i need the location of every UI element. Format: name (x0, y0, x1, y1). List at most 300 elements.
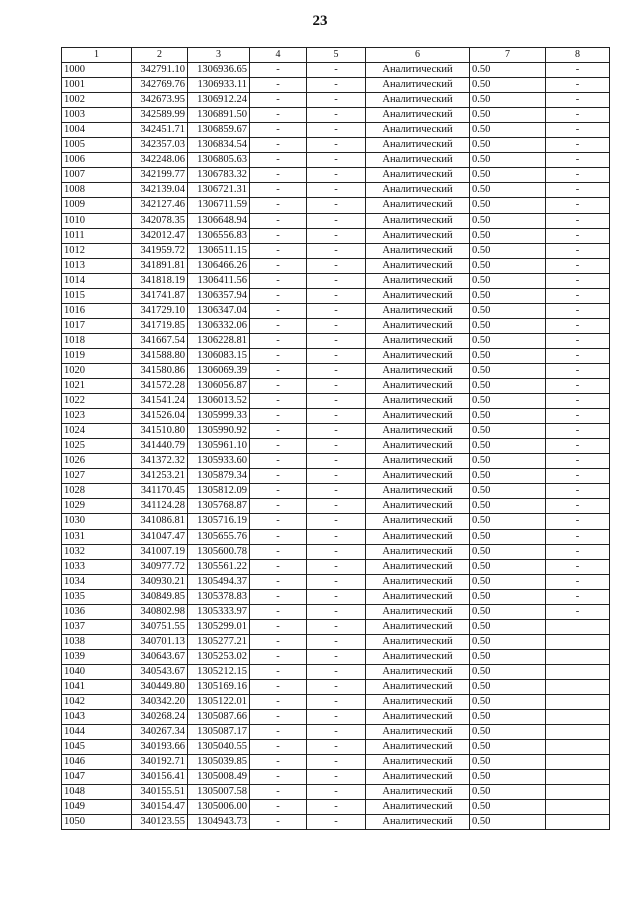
table-cell: 0.50 (470, 529, 546, 544)
table-cell: 1007 (62, 168, 132, 183)
table-cell: - (250, 213, 307, 228)
table-cell: - (307, 288, 366, 303)
table-cell: - (250, 424, 307, 439)
table-cell: 0.50 (470, 589, 546, 604)
table-cell: - (250, 574, 307, 589)
table-cell: - (307, 755, 366, 770)
table-cell: - (250, 379, 307, 394)
table-cell: 1305122.01 (188, 695, 250, 710)
table-cell: Аналитический (366, 228, 470, 243)
table-cell: 1017 (62, 318, 132, 333)
table-cell: Аналитический (366, 318, 470, 333)
table-body (62, 63, 610, 830)
table-row (62, 318, 610, 333)
table-cell: 340268.24 (132, 710, 188, 725)
table-row (62, 363, 610, 378)
table-cell: - (307, 228, 366, 243)
table-cell: - (250, 725, 307, 740)
table-cell: 1049 (62, 800, 132, 815)
table-cell: 0.50 (470, 649, 546, 664)
table-cell: 1305961.10 (188, 439, 250, 454)
table-cell: - (307, 559, 366, 574)
table-cell: - (546, 454, 610, 469)
table-cell: 342791.10 (132, 63, 188, 78)
table-cell: 1306891.50 (188, 108, 250, 123)
table-cell (546, 649, 610, 664)
table-cell: - (307, 198, 366, 213)
table-cell: 1008 (62, 183, 132, 198)
table-cell: - (307, 604, 366, 619)
table-cell: 0.50 (470, 770, 546, 785)
table-cell: 0.50 (470, 454, 546, 469)
table-cell (546, 664, 610, 679)
table-cell: - (250, 409, 307, 424)
table-cell: 1305879.34 (188, 469, 250, 484)
table-cell: 342078.35 (132, 213, 188, 228)
table-cell: 340701.13 (132, 634, 188, 649)
table-cell: - (250, 619, 307, 634)
table-row (62, 348, 610, 363)
table-cell: 341818.19 (132, 273, 188, 288)
table-cell: 0.50 (470, 303, 546, 318)
column-header-6: 6 (366, 48, 470, 63)
table-cell: 342451.71 (132, 123, 188, 138)
table-cell: Аналитический (366, 619, 470, 634)
table-cell: - (250, 664, 307, 679)
table-row (62, 619, 610, 634)
table-cell: 1305494.37 (188, 574, 250, 589)
table-row (62, 183, 610, 198)
table-cell: 1305933.60 (188, 454, 250, 469)
table-cell: Аналитический (366, 755, 470, 770)
table-cell: - (307, 589, 366, 604)
table-cell: 1031 (62, 529, 132, 544)
table-cell (546, 695, 610, 710)
table-cell: - (250, 258, 307, 273)
table-cell: - (307, 454, 366, 469)
table-cell: 1306912.24 (188, 93, 250, 108)
table-cell: 1306013.52 (188, 394, 250, 409)
table-cell: 1009 (62, 198, 132, 213)
table-row (62, 409, 610, 424)
table-cell: 341526.04 (132, 409, 188, 424)
table-cell: 1010 (62, 213, 132, 228)
table-cell: 1305600.78 (188, 544, 250, 559)
table-cell: Аналитический (366, 108, 470, 123)
table-cell: - (307, 634, 366, 649)
table-cell (546, 679, 610, 694)
table-cell: 342199.77 (132, 168, 188, 183)
table-cell: 0.50 (470, 183, 546, 198)
table-cell: 0.50 (470, 288, 546, 303)
table-cell: 1043 (62, 710, 132, 725)
table-cell: 1305007.58 (188, 785, 250, 800)
table-cell: 342769.76 (132, 78, 188, 93)
table-cell: 0.50 (470, 213, 546, 228)
table-cell: Аналитический (366, 288, 470, 303)
table-cell: - (307, 679, 366, 694)
table-cell: - (250, 318, 307, 333)
table-cell: 0.50 (470, 123, 546, 138)
table-row (62, 770, 610, 785)
table-cell: 0.50 (470, 63, 546, 78)
table-cell: Аналитический (366, 740, 470, 755)
table-cell: 0.50 (470, 679, 546, 694)
table-cell: - (250, 273, 307, 288)
table-cell: - (250, 303, 307, 318)
table-cell: - (546, 78, 610, 93)
table-cell: - (546, 303, 610, 318)
table-cell: - (307, 183, 366, 198)
table-row (62, 499, 610, 514)
table-cell: 0.50 (470, 710, 546, 725)
table-cell: - (250, 800, 307, 815)
table-cell: Аналитический (366, 243, 470, 258)
column-header-4: 4 (250, 48, 307, 63)
table-cell: - (307, 318, 366, 333)
table-cell: - (307, 303, 366, 318)
table-cell: - (307, 348, 366, 363)
table-cell: 1002 (62, 93, 132, 108)
table-row (62, 454, 610, 469)
table-cell: Аналитический (366, 198, 470, 213)
table-cell: - (250, 484, 307, 499)
table-cell: - (546, 108, 610, 123)
table-cell: 1046 (62, 755, 132, 770)
table-cell: 1306511.15 (188, 243, 250, 258)
table-cell: Аналитический (366, 78, 470, 93)
table-cell: Аналитический (366, 679, 470, 694)
table-cell: Аналитический (366, 664, 470, 679)
table-row (62, 514, 610, 529)
table-cell (546, 755, 610, 770)
table-cell: - (546, 333, 610, 348)
table-cell: 0.50 (470, 800, 546, 815)
table-cell: 1045 (62, 740, 132, 755)
table-cell: - (307, 499, 366, 514)
table-cell: 1024 (62, 424, 132, 439)
table-cell: 1305990.92 (188, 424, 250, 439)
table-cell: - (250, 604, 307, 619)
table-cell: 0.50 (470, 258, 546, 273)
table-cell: 1000 (62, 63, 132, 78)
table-cell: - (307, 78, 366, 93)
table-cell: 1027 (62, 469, 132, 484)
table-cell: - (250, 363, 307, 378)
table-row (62, 800, 610, 815)
table-row (62, 589, 610, 604)
table-row (62, 379, 610, 394)
table-cell: 341572.28 (132, 379, 188, 394)
table-cell: - (250, 168, 307, 183)
table-cell: - (307, 138, 366, 153)
table-cell: - (546, 514, 610, 529)
table-cell: - (307, 484, 366, 499)
column-header-3: 3 (188, 48, 250, 63)
table-cell: 1306783.32 (188, 168, 250, 183)
table-cell: - (546, 198, 610, 213)
table-cell: 342012.47 (132, 228, 188, 243)
table-row (62, 273, 610, 288)
table-cell: 0.50 (470, 108, 546, 123)
table-cell: - (546, 363, 610, 378)
table-cell: 1305716.19 (188, 514, 250, 529)
table-cell: 1306347.04 (188, 303, 250, 318)
table-cell: - (250, 439, 307, 454)
table-cell: - (250, 93, 307, 108)
table-cell: 1305999.33 (188, 409, 250, 424)
table-cell: - (307, 439, 366, 454)
table-cell: Аналитический (366, 544, 470, 559)
table-cell: - (546, 529, 610, 544)
table-cell: 341440.79 (132, 439, 188, 454)
table-cell: Аналитический (366, 273, 470, 288)
table-cell: 341580.86 (132, 363, 188, 378)
table-cell: 1047 (62, 770, 132, 785)
table-cell: - (307, 695, 366, 710)
table-row (62, 710, 610, 725)
table-cell: 340123.55 (132, 815, 188, 830)
table-cell: 342357.03 (132, 138, 188, 153)
table-cell: Аналитический (366, 123, 470, 138)
table-row (62, 153, 610, 168)
table-cell: 1029 (62, 499, 132, 514)
table-cell: Аналитический (366, 363, 470, 378)
table-row (62, 63, 610, 78)
table-cell: - (546, 394, 610, 409)
table-cell: 1306332.06 (188, 318, 250, 333)
table-cell: - (307, 785, 366, 800)
table-cell: - (307, 664, 366, 679)
table-row (62, 604, 610, 619)
table-cell: 342127.46 (132, 198, 188, 213)
table-cell: 341047.47 (132, 529, 188, 544)
table-cell: - (307, 649, 366, 664)
table-cell: 1306228.81 (188, 333, 250, 348)
table-row (62, 439, 610, 454)
table-cell: - (546, 469, 610, 484)
table-cell: 341253.21 (132, 469, 188, 484)
table-row (62, 228, 610, 243)
table-cell: 1305040.55 (188, 740, 250, 755)
table-cell: - (546, 318, 610, 333)
table-cell: - (546, 213, 610, 228)
table-cell: 1042 (62, 695, 132, 710)
table-cell: - (546, 484, 610, 499)
table-row (62, 574, 610, 589)
table-row (62, 213, 610, 228)
table-cell: 0.50 (470, 228, 546, 243)
table-cell: 0.50 (470, 439, 546, 454)
table-cell: - (546, 273, 610, 288)
table-cell: - (307, 153, 366, 168)
table-cell: - (250, 123, 307, 138)
table-cell: Аналитический (366, 213, 470, 228)
table-row (62, 198, 610, 213)
table-row (62, 394, 610, 409)
table-cell: - (250, 333, 307, 348)
table-cell: 0.50 (470, 153, 546, 168)
table-cell: 340643.67 (132, 649, 188, 664)
table-cell: 0.50 (470, 664, 546, 679)
table-row (62, 303, 610, 318)
table-cell: 340156.41 (132, 770, 188, 785)
table-cell (546, 815, 610, 830)
table-cell: 340193.66 (132, 740, 188, 755)
table-cell: 1306556.83 (188, 228, 250, 243)
table-row (62, 424, 610, 439)
table-cell: 1305378.83 (188, 589, 250, 604)
table-cell: - (250, 243, 307, 258)
table-cell: - (307, 363, 366, 378)
table-row (62, 529, 610, 544)
table-cell: Аналитический (366, 725, 470, 740)
table-cell (546, 785, 610, 800)
table-cell (546, 740, 610, 755)
table-cell: - (546, 183, 610, 198)
table-cell: 1305561.22 (188, 559, 250, 574)
table-cell: 1306711.59 (188, 198, 250, 213)
table-cell: 1306411.56 (188, 273, 250, 288)
table-row (62, 469, 610, 484)
table-cell: 1306083.15 (188, 348, 250, 363)
table-cell: 1030 (62, 514, 132, 529)
table-cell: 1012 (62, 243, 132, 258)
table-cell: 340192.71 (132, 755, 188, 770)
table-cell: 0.50 (470, 815, 546, 830)
table-cell: - (250, 544, 307, 559)
table-cell: 1306069.39 (188, 363, 250, 378)
table-cell (546, 725, 610, 740)
table-cell: - (250, 228, 307, 243)
table-row (62, 544, 610, 559)
table-cell: 341588.80 (132, 348, 188, 363)
table-cell: - (307, 619, 366, 634)
table-cell: 0.50 (470, 394, 546, 409)
table-cell: 1306648.94 (188, 213, 250, 228)
table-cell: 341891.81 (132, 258, 188, 273)
table-cell: - (307, 469, 366, 484)
table-cell: 1019 (62, 348, 132, 363)
column-header-2: 2 (132, 48, 188, 63)
table-row (62, 138, 610, 153)
table-cell: - (307, 333, 366, 348)
table-cell: - (546, 153, 610, 168)
table-cell: 1041 (62, 679, 132, 694)
table-cell: 1304943.73 (188, 815, 250, 830)
table-cell: 342139.04 (132, 183, 188, 198)
table-cell: 340849.85 (132, 589, 188, 604)
table-cell: - (307, 710, 366, 725)
table-cell: - (307, 63, 366, 78)
table-cell: 0.50 (470, 333, 546, 348)
table-cell: 0.50 (470, 695, 546, 710)
table-cell (546, 634, 610, 649)
table-cell: Аналитический (366, 93, 470, 108)
table-cell: Аналитический (366, 394, 470, 409)
table-cell: 1006 (62, 153, 132, 168)
table-row (62, 634, 610, 649)
table-cell: - (307, 258, 366, 273)
table-cell: - (307, 108, 366, 123)
table-cell: 1039 (62, 649, 132, 664)
table-cell: - (250, 454, 307, 469)
table-cell: 1034 (62, 574, 132, 589)
table-cell: 0.50 (470, 544, 546, 559)
table-cell: 0.50 (470, 469, 546, 484)
table-cell: 1033 (62, 559, 132, 574)
table-cell: 1022 (62, 394, 132, 409)
table-cell: - (546, 604, 610, 619)
column-header-8: 8 (546, 48, 610, 63)
table-cell: 340543.67 (132, 664, 188, 679)
table-cell: 1015 (62, 288, 132, 303)
table-cell: 1305299.01 (188, 619, 250, 634)
table-row (62, 740, 610, 755)
table-cell: Аналитический (366, 153, 470, 168)
table-cell: - (307, 424, 366, 439)
table-cell: 1305039.85 (188, 755, 250, 770)
table-cell: - (250, 634, 307, 649)
table-cell: - (250, 770, 307, 785)
table-cell: Аналитический (366, 183, 470, 198)
coordinates-table (61, 47, 610, 830)
table-cell: 341741.87 (132, 288, 188, 303)
table-cell: Аналитический (366, 559, 470, 574)
table-row (62, 559, 610, 574)
column-header-7: 7 (470, 48, 546, 63)
table-cell: 0.50 (470, 243, 546, 258)
table-cell: - (546, 228, 610, 243)
table-cell: 0.50 (470, 379, 546, 394)
table-row (62, 755, 610, 770)
table-cell: - (307, 93, 366, 108)
table-cell: 1306936.65 (188, 63, 250, 78)
table-cell: 340449.80 (132, 679, 188, 694)
table-cell: 1040 (62, 664, 132, 679)
table-cell: - (250, 695, 307, 710)
table-cell: 0.50 (470, 604, 546, 619)
table-cell: - (546, 544, 610, 559)
table-cell: - (546, 138, 610, 153)
table-row (62, 695, 610, 710)
table-row (62, 785, 610, 800)
table-cell: - (546, 243, 610, 258)
table-cell: Аналитический (366, 454, 470, 469)
table-cell: 0.50 (470, 409, 546, 424)
table-cell: 1003 (62, 108, 132, 123)
table-row (62, 649, 610, 664)
table-cell: Аналитический (366, 484, 470, 499)
table-cell: - (250, 499, 307, 514)
table-cell: 1306805.63 (188, 153, 250, 168)
table-cell: 340977.72 (132, 559, 188, 574)
table-cell: - (307, 574, 366, 589)
table-cell: 1025 (62, 439, 132, 454)
table-cell: Аналитический (366, 695, 470, 710)
table-row (62, 815, 610, 830)
table-cell: 1305008.49 (188, 770, 250, 785)
table-cell: Аналитический (366, 574, 470, 589)
table-cell: - (307, 409, 366, 424)
table-cell: - (307, 379, 366, 394)
table-cell: - (546, 589, 610, 604)
table-cell: - (250, 288, 307, 303)
table-cell: - (250, 710, 307, 725)
table-cell: 1020 (62, 363, 132, 378)
table-cell: Аналитический (366, 303, 470, 318)
table-cell: 1305655.76 (188, 529, 250, 544)
